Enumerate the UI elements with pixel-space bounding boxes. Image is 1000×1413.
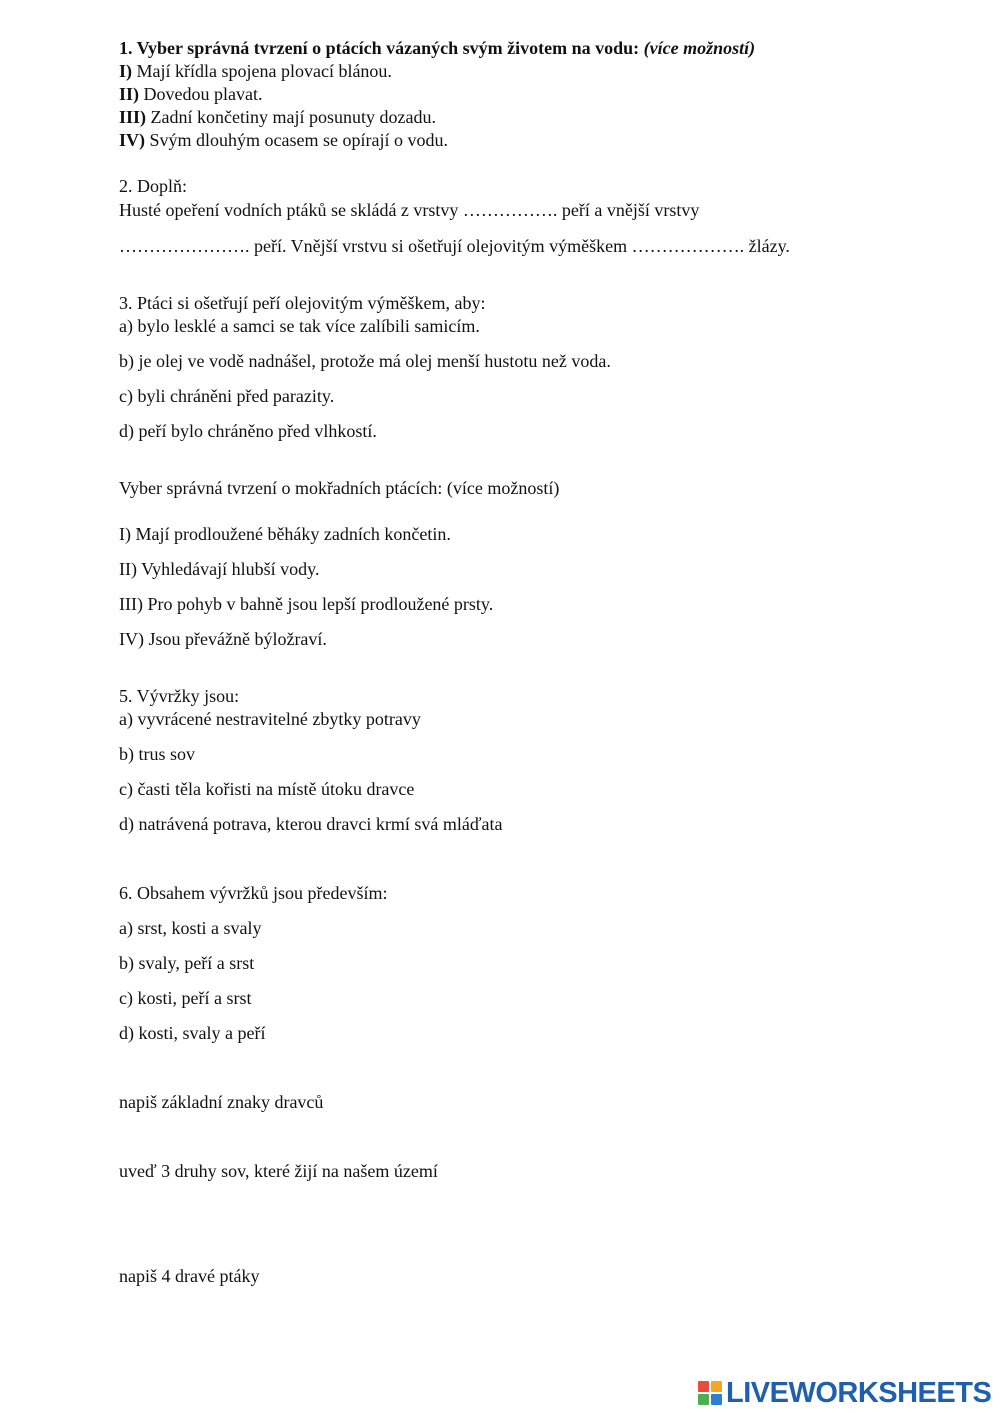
q5-option-c: c) časti těla kořisti na místě útoku dravce — [119, 779, 415, 799]
liveworksheets-logo-icon — [698, 1381, 722, 1405]
q4-item-3: III) Pro pohyb v bahně jsou lepší prodloužené prsty. — [119, 594, 494, 614]
q3-option-c: c) byli chráněni před parazity. — [119, 386, 335, 406]
q5-option-d: d) natrávená potrava, kterou dravci krmí svá mláďata — [119, 814, 503, 834]
prompt-owl-species: uveď 3 druhy sov, které žijí na našem území — [119, 1161, 438, 1181]
q2-title: 2. Doplň: — [119, 176, 188, 196]
prompt-raptor-birds: napiš 4 dravé ptáky — [119, 1266, 260, 1286]
prompt-raptor-traits: napiš základní znaky dravců — [119, 1092, 324, 1112]
q1-item-2 — [119, 83, 262, 105]
q1-item-label: I) — [119, 61, 132, 81]
q6-option-d: d) kosti, svaly a peří — [119, 1023, 266, 1043]
q3-title: 3. Ptáci si ošetřují peří olejovitým výměškem, aby: — [119, 293, 486, 313]
q4-item-1: I) Mají prodloužené běháky zadních končetin. — [119, 524, 451, 544]
q1-item-3 — [119, 106, 436, 128]
q3-option-a: a) bylo lesklé a samci se tak více zalíbili samicím. — [119, 316, 480, 336]
q1-item-text: Mají křídla spojena plovací blánou. — [136, 61, 392, 81]
brand-name: LIVEWORKSHEETS — [726, 1376, 992, 1409]
q4-item-2: II) Vyhledávají hlubší vody. — [119, 559, 320, 579]
q1-title — [119, 37, 755, 59]
q3-option-d: d) peří bylo chráněno před vlhkostí. — [119, 421, 377, 441]
q6-option-a: a) srst, kosti a svaly — [119, 918, 262, 938]
q6-title: 6. Obsahem vývržků jsou především: — [119, 883, 388, 903]
q1-item-1 — [119, 60, 392, 82]
q1-item-text: Svým dlouhým ocasem se opírají o vodu. — [149, 130, 448, 150]
q2-line-1: Husté opeření vodních ptáků se skládá z vrstvy ……………. peří a vnější vrstvy — [119, 200, 700, 220]
q6-option-b: b) svaly, peří a srst — [119, 953, 255, 973]
q1-item-label: III) — [119, 107, 147, 127]
q1-title-italic: (více možností) — [643, 38, 756, 58]
q6-option-c: c) kosti, peří a srst — [119, 988, 252, 1008]
q5-option-b: b) trus sov — [119, 744, 195, 764]
q4-item-4: IV) Jsou převážně býložraví. — [119, 629, 327, 649]
q1-item-4 — [119, 129, 448, 151]
q1-title-bold: 1. Vyber správná tvrzení o ptácích vázaných svým životem na vodu: — [119, 38, 640, 58]
q3-option-b: b) je olej ve vodě nadnášel, protože má olej menší hustotu než voda. — [119, 351, 611, 371]
q1-item-label: II) — [119, 84, 140, 104]
q2-line-2: …………………. peří. Vnější vrstvu si ošetřují olejovitým výměškem ………………. žlázy. — [119, 236, 790, 256]
liveworksheets-brand — [698, 1378, 991, 1408]
q1-item-label: IV) — [119, 130, 145, 150]
q5-title: 5. Vývržky jsou: — [119, 686, 240, 706]
q5-option-a: a) vyvrácené nestravitelné zbytky potravy — [119, 709, 421, 729]
q1-item-text: Dovedou plavat. — [143, 84, 263, 104]
q4-title: Vyber správná tvrzení o mokřadních ptácích: (více možností) — [119, 478, 560, 498]
q1-item-text: Zadní končetiny mají posunuty dozadu. — [150, 107, 436, 127]
